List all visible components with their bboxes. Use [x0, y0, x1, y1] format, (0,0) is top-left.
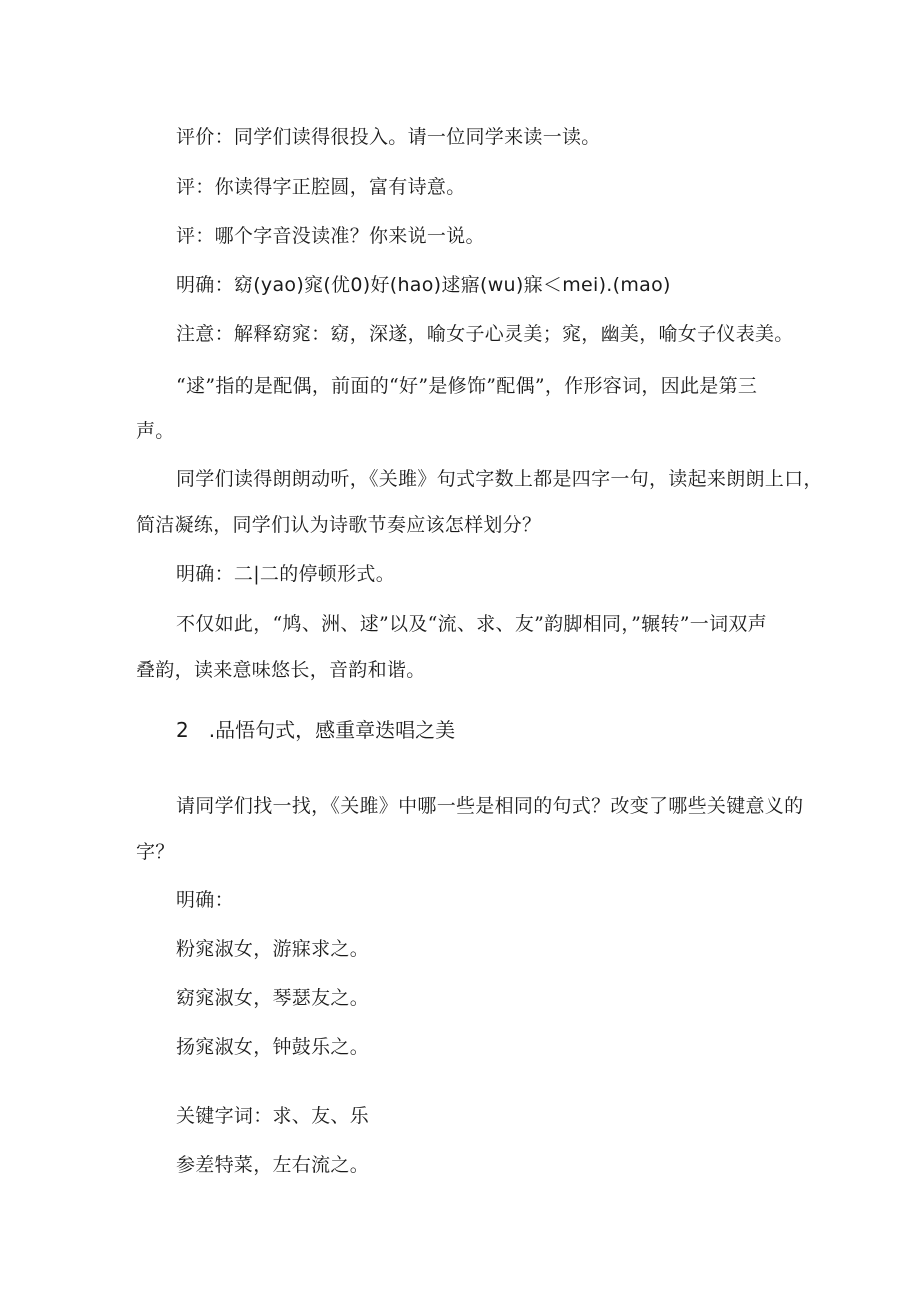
paragraph-pronunciation — [176, 273, 671, 297]
pronunciation-label: 明确： — [176, 274, 234, 296]
paragraph-note: 注意：解释窈窕：窈，深遂，喻女子心灵美；窕，幽美，喻女子仪表美。 — [176, 323, 794, 345]
paragraph-evaluation-2: 评：你读得字正腔圆，富有诗意。 — [176, 176, 466, 198]
paragraph-evaluation-3: 评：哪个字音没读准？你来说一说。 — [176, 225, 485, 247]
paragraph-evaluation-1: 评价：同学们读得很投入。请一位同学来读一读。 — [176, 126, 601, 148]
paragraph-rhythm-line-1: 同学们读得朗朗动听，《关雎》句式字数上都是四字一句，读起来朗朗上口， — [176, 468, 823, 490]
poem-line-2: 窈窕淑女，琴瑟友之。 — [176, 987, 370, 1009]
paragraph-rhythm-line-2: 简洁凝练，同学们认为诗歌节奏应该怎样划分？ — [136, 514, 542, 536]
poem-line-3: 扬窕淑女，钟鼓乐之。 — [176, 1036, 370, 1058]
section-heading: 2 .品悟句式，感重章迭唱之美 — [176, 718, 456, 742]
paragraph-question-line-1: 请同学们找一找，《关雎》中哪一些是相同的句式？改变了哪些关键意义的 — [176, 795, 804, 817]
pronunciation-body: 窈(yao)窕(优0)好(hao)逑寤(wu)寐＜mei).(mao) — [233, 274, 671, 296]
paragraph-qiu-line-2: 声。 — [136, 420, 175, 442]
poem-line-4: 参差特菜，左右流之。 — [176, 1154, 370, 1176]
paragraph-pause-form: 明确：二|二的停顿形式。 — [176, 563, 396, 585]
paragraph-key-words: 关键字词：求、友、乐 — [176, 1105, 370, 1127]
poem-line-1: 粉窕淑女，游寐求之。 — [176, 938, 370, 960]
paragraph-question-line-2: 字？ — [136, 841, 175, 863]
paragraph-rhyme-line-1: 不仅如此，“鸠、洲、逑”以及“流、求、友”韵脚相同，”辗转”一词双声 — [176, 613, 767, 635]
paragraph-rhyme-line-2: 叠韵，读来意味悠长，音韵和谐。 — [136, 659, 426, 681]
paragraph-answer-label: 明确： — [176, 889, 234, 911]
paragraph-qiu-line-1: “逑”指的是配偶，前面的“好”是修饰”配偶”，作形容词，因此是第三 — [176, 375, 758, 397]
